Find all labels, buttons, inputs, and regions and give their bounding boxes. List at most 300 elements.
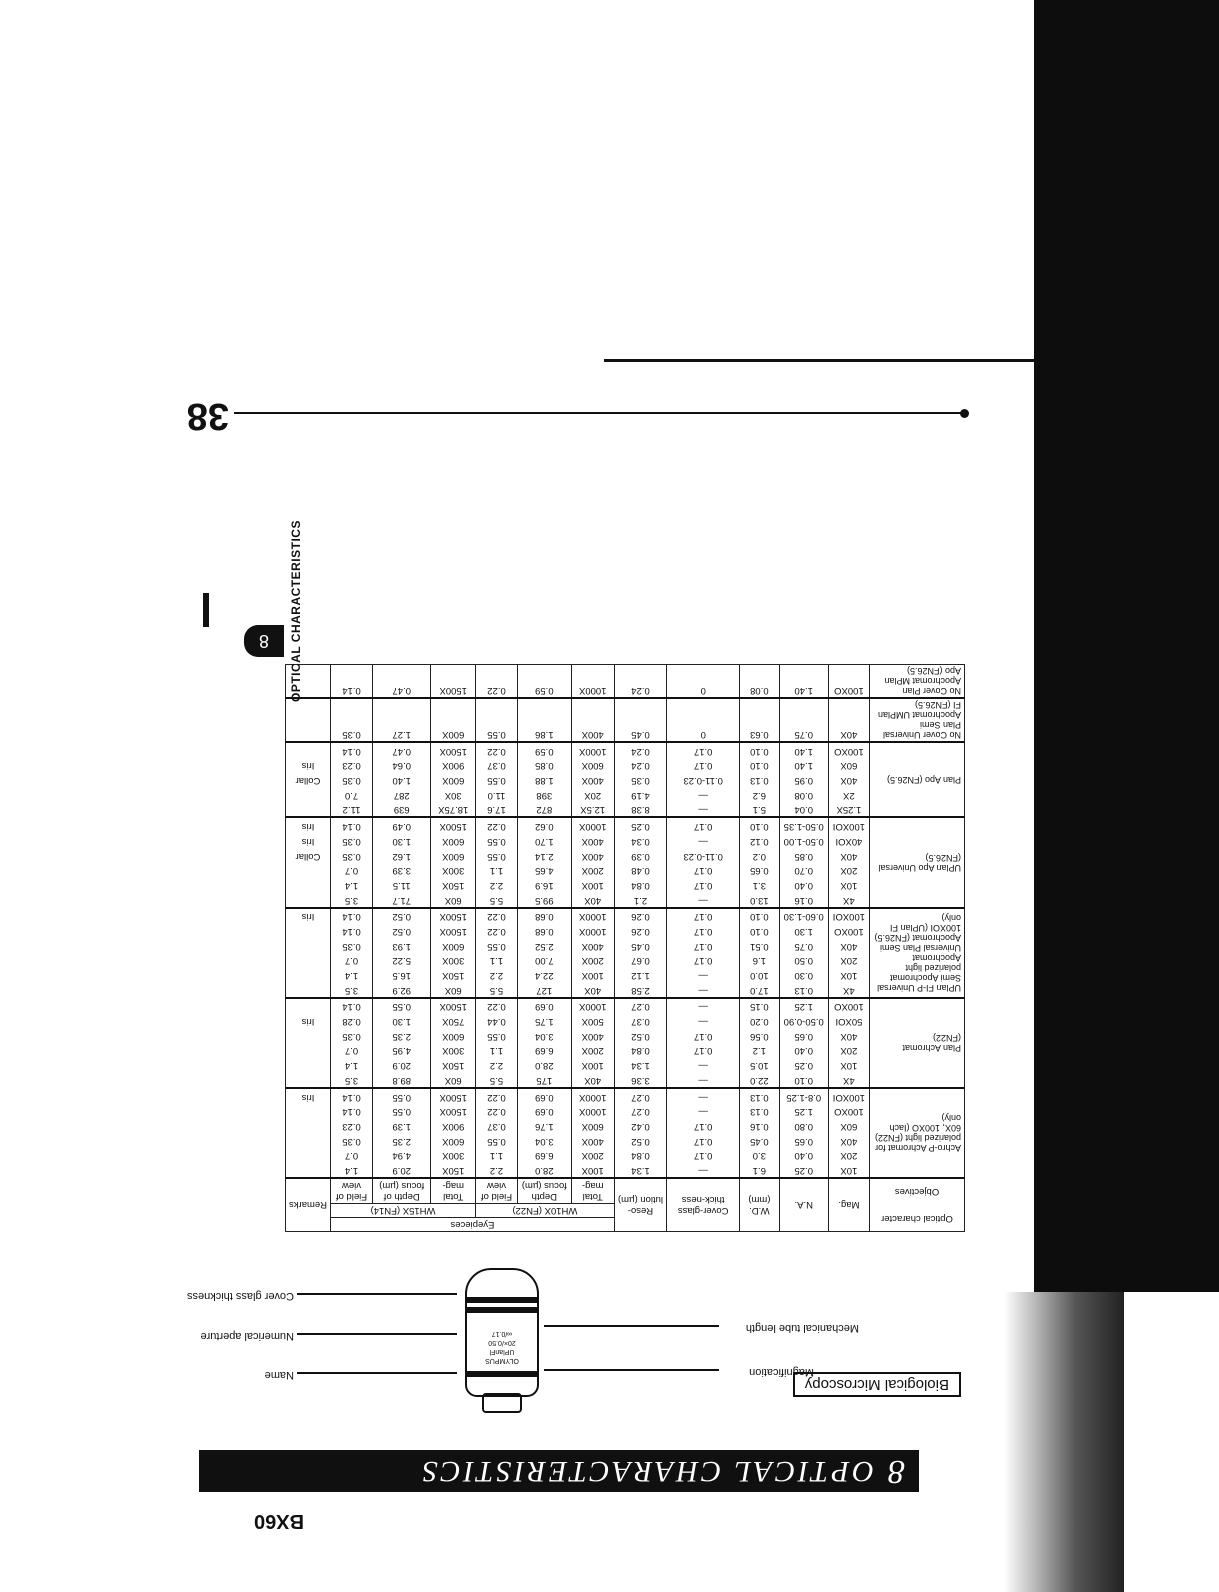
cell-t2 [431,1088,476,1178]
cell-na [779,742,828,817]
cell-value [290,1162,326,1177]
cell-value: 40X [840,1030,858,1042]
cell-value: 0.25 [631,821,650,833]
cell-value: 0.45 [631,729,650,741]
cell-value [290,877,326,892]
cell-value: Iris [301,760,315,772]
th-mag: Mag. [828,1178,869,1232]
cell-value: 0.40 [794,1045,813,1057]
cell-value: — [698,1060,708,1072]
cell-value: 0.37 [487,1120,506,1132]
objective-diagram [19,1257,919,1407]
cell-value: 1.34 [631,1060,650,1072]
label-numerical-aperture: Numerical aperture [200,1330,294,1342]
cell-value: 1.34 [631,1165,650,1176]
objective-name: Achro-P Achromat for polarized light (FN22) 60X, 100XO (Iach only) [870,1088,965,1178]
cell-reso [614,818,666,908]
cell-value: 0.13 [750,775,769,787]
page-number: 38 [186,395,229,437]
cell-value: 2.2 [489,879,504,891]
cell-value: 0.65 [794,1135,813,1147]
cell-value: 0.17 [693,955,713,967]
cell-value: 0.50-0.90 [783,1016,824,1028]
cell-value: — [698,804,708,816]
cell-d2 [373,998,431,1088]
cell-value: 1.1 [489,1150,504,1162]
cell-value: 0.35 [342,775,361,787]
cell-value: 100X [581,879,604,891]
cell-t1 [571,665,614,699]
cell-value: 20X [840,865,858,877]
cell-value: 0.69 [535,1091,554,1103]
cell-value: 1.40 [794,745,813,757]
cell-value: 89.8 [392,1074,411,1086]
cell-value: 2.35 [392,1135,411,1147]
cell-value: 0.45 [631,940,650,952]
cell-value: 22.0 [750,1074,769,1086]
cell-na [779,998,828,1088]
cell-value [290,1118,326,1133]
cell-value: 12.5X [580,804,606,816]
cell-value: 0.69 [535,1001,554,1013]
cell-value: 1000X [578,1001,607,1013]
cell-value: 400X [581,835,604,847]
cell-value: 150X [442,1060,465,1072]
cell-value [290,802,326,817]
page-rule [234,412,964,414]
cell-value: 60X [840,1120,858,1132]
cell-f1 [476,1088,518,1178]
cell-value: 0.80 [794,1120,813,1132]
cell-reso [614,665,666,699]
cell-d2 [373,818,431,908]
cell-value: 600X [442,775,465,787]
cell-f1 [476,742,518,817]
cell-value: 0.22 [487,821,506,833]
cell-value: 0.55 [392,1106,411,1118]
cell-value: Iris [301,1016,315,1028]
cell-value: 5.5 [489,894,504,906]
cell-value: 3.39 [392,865,411,877]
cell-value: 100X [581,1060,604,1072]
th-total-mag-2: Total mag- [431,1178,476,1204]
cell-value: 3.36 [631,1074,650,1086]
cell-value: 600X [581,1120,604,1132]
cell-value: 0.67 [631,955,650,967]
cell-value: 0.47 [392,745,411,757]
cell-d2 [373,742,431,817]
cell-value [290,892,326,907]
cell-mag [828,698,869,742]
cell-value: 0.17 [693,745,713,757]
cell-value: 0.17 [693,1135,713,1147]
cell-f1 [476,818,518,908]
cell-value: 1.6 [752,955,766,967]
cell-remarks [286,908,331,998]
cell-value: 200X [581,1150,604,1162]
cell-value: 1.70 [535,835,554,847]
cell-value: 1.4 [344,1165,359,1176]
cell-cover [667,818,740,908]
cell-value [290,1072,326,1087]
cell-value: 0.14 [342,911,361,923]
cell-value: 0.52 [631,1030,650,1042]
cell-value: 3.5 [344,1074,359,1086]
cell-value: 1.40 [794,760,813,772]
cell-value: 300X [442,1045,465,1057]
cell-remarks [286,998,331,1088]
th-remarks: Remarks [286,1178,331,1232]
cell-f2 [331,998,373,1088]
cell-value: 0.10 [794,1074,813,1086]
cell-value: 1000X [578,1091,607,1103]
side-bar [203,593,209,627]
cell-cover [667,665,740,699]
cell-value: 0.14 [342,821,361,833]
cell-value: 0.11-0.23 [683,850,723,862]
cell-value: 0.25 [794,1060,813,1072]
cell-value: 0.42 [631,1120,650,1132]
cell-value: 40X [840,1135,858,1147]
cell-value: 10X [840,879,858,891]
cell-value: 0.17 [693,821,713,833]
cell-wd [740,818,780,908]
cell-f2 [331,1088,373,1178]
cell-value: 100XO [834,926,864,937]
label-magnification: Magnification [749,1366,814,1378]
cell-value: 500X [581,1016,604,1028]
cell-value: 1.1 [489,865,504,877]
cell-wd [740,1088,780,1178]
cell-value: 10.0 [750,970,769,982]
cell-value: 22.4 [535,970,554,982]
cell-value: 16.5 [392,970,411,982]
cell-value: 0.13 [750,1091,769,1103]
cell-value: 100XOI [832,821,865,833]
cell-value: 0.04 [794,804,813,816]
cell-value: 71.7 [392,894,411,906]
cell-value: 3.04 [535,1135,554,1147]
cell-value: 287 [393,789,410,801]
cell-value [290,967,326,982]
cell-value: 0.27 [631,1091,650,1103]
cell-value: 1.2 [752,1045,766,1057]
cell-value [290,1043,326,1058]
cell-t1 [571,1088,614,1178]
cell-value [290,923,326,938]
cell-value: 0.10 [750,760,769,772]
cell-value: 1.4 [344,1060,359,1072]
cell-value: 0.52 [392,911,411,923]
cell-value: 1.1 [489,955,504,967]
cell-value: Collar [295,850,321,862]
cell-value: 5.22 [392,955,411,967]
cell-value: 2.1 [633,894,648,906]
cell-t2 [431,665,476,699]
cell-value: 0.55 [487,940,506,952]
cell-value: 0.34 [631,835,650,847]
cell-value: 0.95 [794,775,813,787]
cell-value: 1500X [439,821,467,833]
cell-value: 40X [840,850,858,862]
cell-value: 1.1 [489,1045,504,1057]
cell-value: 60X [444,894,462,906]
cell-value: 400X [581,775,604,787]
cell-value: 0.7 [344,1045,359,1057]
cell-value: 0.23 [342,760,361,772]
cell-value: 0.23 [342,1120,361,1132]
lens-inscription: OLYMPUS UPlanFl 20×/0.50 ∞/0.17 [485,1330,519,1364]
cell-value: 2.52 [535,940,554,952]
cell-value: 0.35 [342,1030,361,1042]
cell-value: 100X [581,1165,604,1176]
cell-value: 4.95 [392,1045,411,1057]
th-field: Field of view [476,1178,518,1204]
cell-t1 [571,998,614,1088]
cell-na [779,908,828,998]
cell-value: 40X [584,984,602,996]
cell-reso [614,698,666,742]
cell-f1 [476,698,518,742]
cell-value: 28.0 [535,1165,554,1176]
cell-value: 1.86 [535,729,554,741]
cell-value: 40X [840,940,858,952]
cell-value: 1500X [439,1106,467,1118]
cell-value: 300X [442,1150,465,1162]
cell-value: — [698,894,708,906]
cell-value: 40XOI [835,835,863,847]
cell-value: 0.52 [392,926,411,937]
cell-mag [828,818,869,908]
cell-value: 0.22 [487,1091,506,1103]
cell-value: 8.38 [631,804,650,816]
cell-value: 0.15 [750,1001,769,1013]
cell-value: 0.84 [631,1150,650,1162]
cell-value: 0.17 [693,940,713,952]
cell-value: 0.60-1.30 [783,911,824,923]
label-tube-length: Mechanical tube length [745,1322,859,1334]
cell-value [290,953,326,968]
cell-value: 20X [840,1150,858,1162]
cell-value: 0.17 [693,760,713,772]
cell-f2 [331,908,373,998]
cell-value: 200X [581,865,604,877]
page-rule-dot [960,409,969,418]
cell-d1 [517,818,571,908]
cell-value: 400X [581,1030,604,1042]
model-label: BX60 [253,1510,304,1532]
cell-na [779,698,828,742]
cell-t2 [431,698,476,742]
cell-cover [667,998,740,1088]
cell-value: 4.94 [392,1150,411,1162]
cell-d1 [517,742,571,817]
cell-value: 0.55 [392,1091,411,1103]
cell-value: 17.0 [750,984,769,996]
cell-t2 [431,908,476,998]
table-row [286,665,965,699]
cell-value: 0.14 [342,685,361,697]
cell-value: 0.11-0.23 [683,775,723,787]
cell-value: 4.19 [631,789,650,801]
section-banner [199,1450,919,1492]
cell-value: 0.75 [794,729,813,741]
cell-value: 100XO [834,1106,864,1118]
cell-value: 2.2 [489,970,504,982]
cell-t1 [571,908,614,998]
cell-value: 0.10 [750,821,769,833]
th-depth-2: Depth of focus (µm) [373,1178,431,1204]
cell-value: — [698,835,708,847]
cell-f2 [331,818,373,908]
cell-value: 3.5 [344,894,359,906]
cell-value: 100XO [834,1001,864,1013]
cell-value: 1500X [439,685,467,697]
cell-value: 10.5 [750,1060,769,1072]
cell-value: 398 [536,789,553,801]
cell-value: 0.85 [794,850,813,862]
cell-value [290,982,326,997]
cell-value [290,938,326,953]
cell-value: 0.8-1.25 [786,1091,822,1103]
cell-value: 3.04 [535,1030,554,1042]
cell-value: 0.24 [631,760,650,772]
cell-value [290,1148,326,1163]
cell-value: 10X [840,1060,858,1072]
cell-value: 0.10 [750,926,769,937]
cell-value: 0.28 [342,1016,361,1028]
cell-value: 0.17 [693,1150,713,1162]
th-total-mag: Total mag- [571,1178,614,1204]
cell-value: 1000X [578,685,607,697]
cell-value: 0.68 [535,911,554,923]
table-row [286,742,965,817]
cell-value: — [698,970,708,982]
cell-value: — [698,1001,708,1013]
cell-value: 100XO [834,745,864,757]
cell-value: 0.55 [487,850,506,862]
cell-value: 0.85 [535,760,554,772]
table-row [286,1088,965,1178]
cell-value: 0.84 [631,1045,650,1057]
objective-name: No Cover Universal Plan Semi Apochromat UMPlan FI (FN26.5) [870,698,965,742]
cell-value: 1.4 [344,879,359,891]
cell-value: 0.16 [750,1120,769,1132]
cell-value: 0 [700,729,706,741]
cell-value: 0.22 [487,1106,506,1118]
cell-t2 [431,818,476,908]
cell-value [290,1028,326,1043]
cell-value: 92.9 [392,984,411,996]
cell-value: 0 [700,685,706,697]
cell-value [290,726,326,741]
cell-value: 11.2 [342,804,361,816]
cell-value: 0.17 [693,1045,713,1057]
cell-value: 0.55 [487,835,506,847]
cell-remarks [286,1088,331,1178]
cell-wd [740,698,780,742]
cell-value: 150X [442,970,465,982]
cell-remarks [286,698,331,742]
cell-value: 100XOI [832,1091,865,1103]
cell-value: 2.58 [631,984,650,996]
cell-value: Iris [301,1091,315,1103]
cell-value: 400X [581,1135,604,1147]
cell-value [290,1104,326,1119]
side-tab: 8 [244,625,284,657]
cell-value: 1.40 [794,685,813,697]
cell-value: 60X [444,1074,462,1086]
cell-value: 0.55 [487,729,506,741]
cell-value: 6.1 [752,1165,766,1176]
cell-value: 5.1 [752,804,766,816]
cell-value: 200X [581,955,604,967]
cell-value: 0.26 [631,926,650,937]
cell-value: 0.75 [794,940,813,952]
label-name: Name [264,1369,294,1381]
cell-value: 1.75 [535,1016,554,1028]
cell-value: 0.35 [342,835,361,847]
cell-value: — [698,1165,708,1176]
cell-value: 1500X [439,911,467,923]
cell-value: 639 [393,804,410,816]
cell-value: 0.30 [794,970,813,982]
cell-f1 [476,908,518,998]
cell-value: 2.14 [535,850,554,862]
cell-value: 0.2 [752,850,766,862]
cell-value: 0.47 [392,685,411,697]
cell-reso [614,742,666,817]
cell-value: 0.39 [631,850,650,862]
cell-value: 30X [444,789,462,801]
cell-value: 1.30 [392,835,411,847]
cell-value: 175 [536,1074,553,1086]
table-row [286,698,965,742]
cell-value: Collar [295,775,321,787]
cell-value: 0.17 [693,879,713,891]
cell-value: 0.17 [693,1030,713,1042]
cell-d1 [517,908,571,998]
cell-value: 1.76 [535,1120,554,1132]
cell-value: 0.17 [693,1120,713,1132]
cell-value: 1000X [578,821,607,833]
th-reso: Reso-lution (µm) [614,1178,666,1232]
cell-value: 60X [840,760,858,772]
cell-value [290,743,326,758]
cell-value: 0.14 [342,926,361,937]
cell-value: 150X [442,1165,465,1176]
cell-value: 0.59 [535,685,554,697]
cell-value: 0.08 [794,789,813,801]
cell-value: 400X [581,850,604,862]
cell-value: 0.37 [631,1016,650,1028]
cell-d1 [517,998,571,1088]
cell-value: 0.55 [487,1030,506,1042]
cell-value: 6.2 [752,789,766,801]
cell-na [779,818,828,908]
cell-value: 1.88 [535,775,554,787]
cell-value: 0.13 [794,984,813,996]
cell-value: 600X [442,835,465,847]
cell-value: 0.56 [750,1030,769,1042]
cell-value: 0.17 [693,926,713,937]
cell-value: 0.65 [750,865,769,877]
cell-value: 50XOI [835,1016,863,1028]
cell-value: 1.12 [631,970,650,982]
cell-value: 0.64 [392,760,411,772]
cell-value: — [698,984,708,996]
cell-value: 1.93 [392,940,411,952]
